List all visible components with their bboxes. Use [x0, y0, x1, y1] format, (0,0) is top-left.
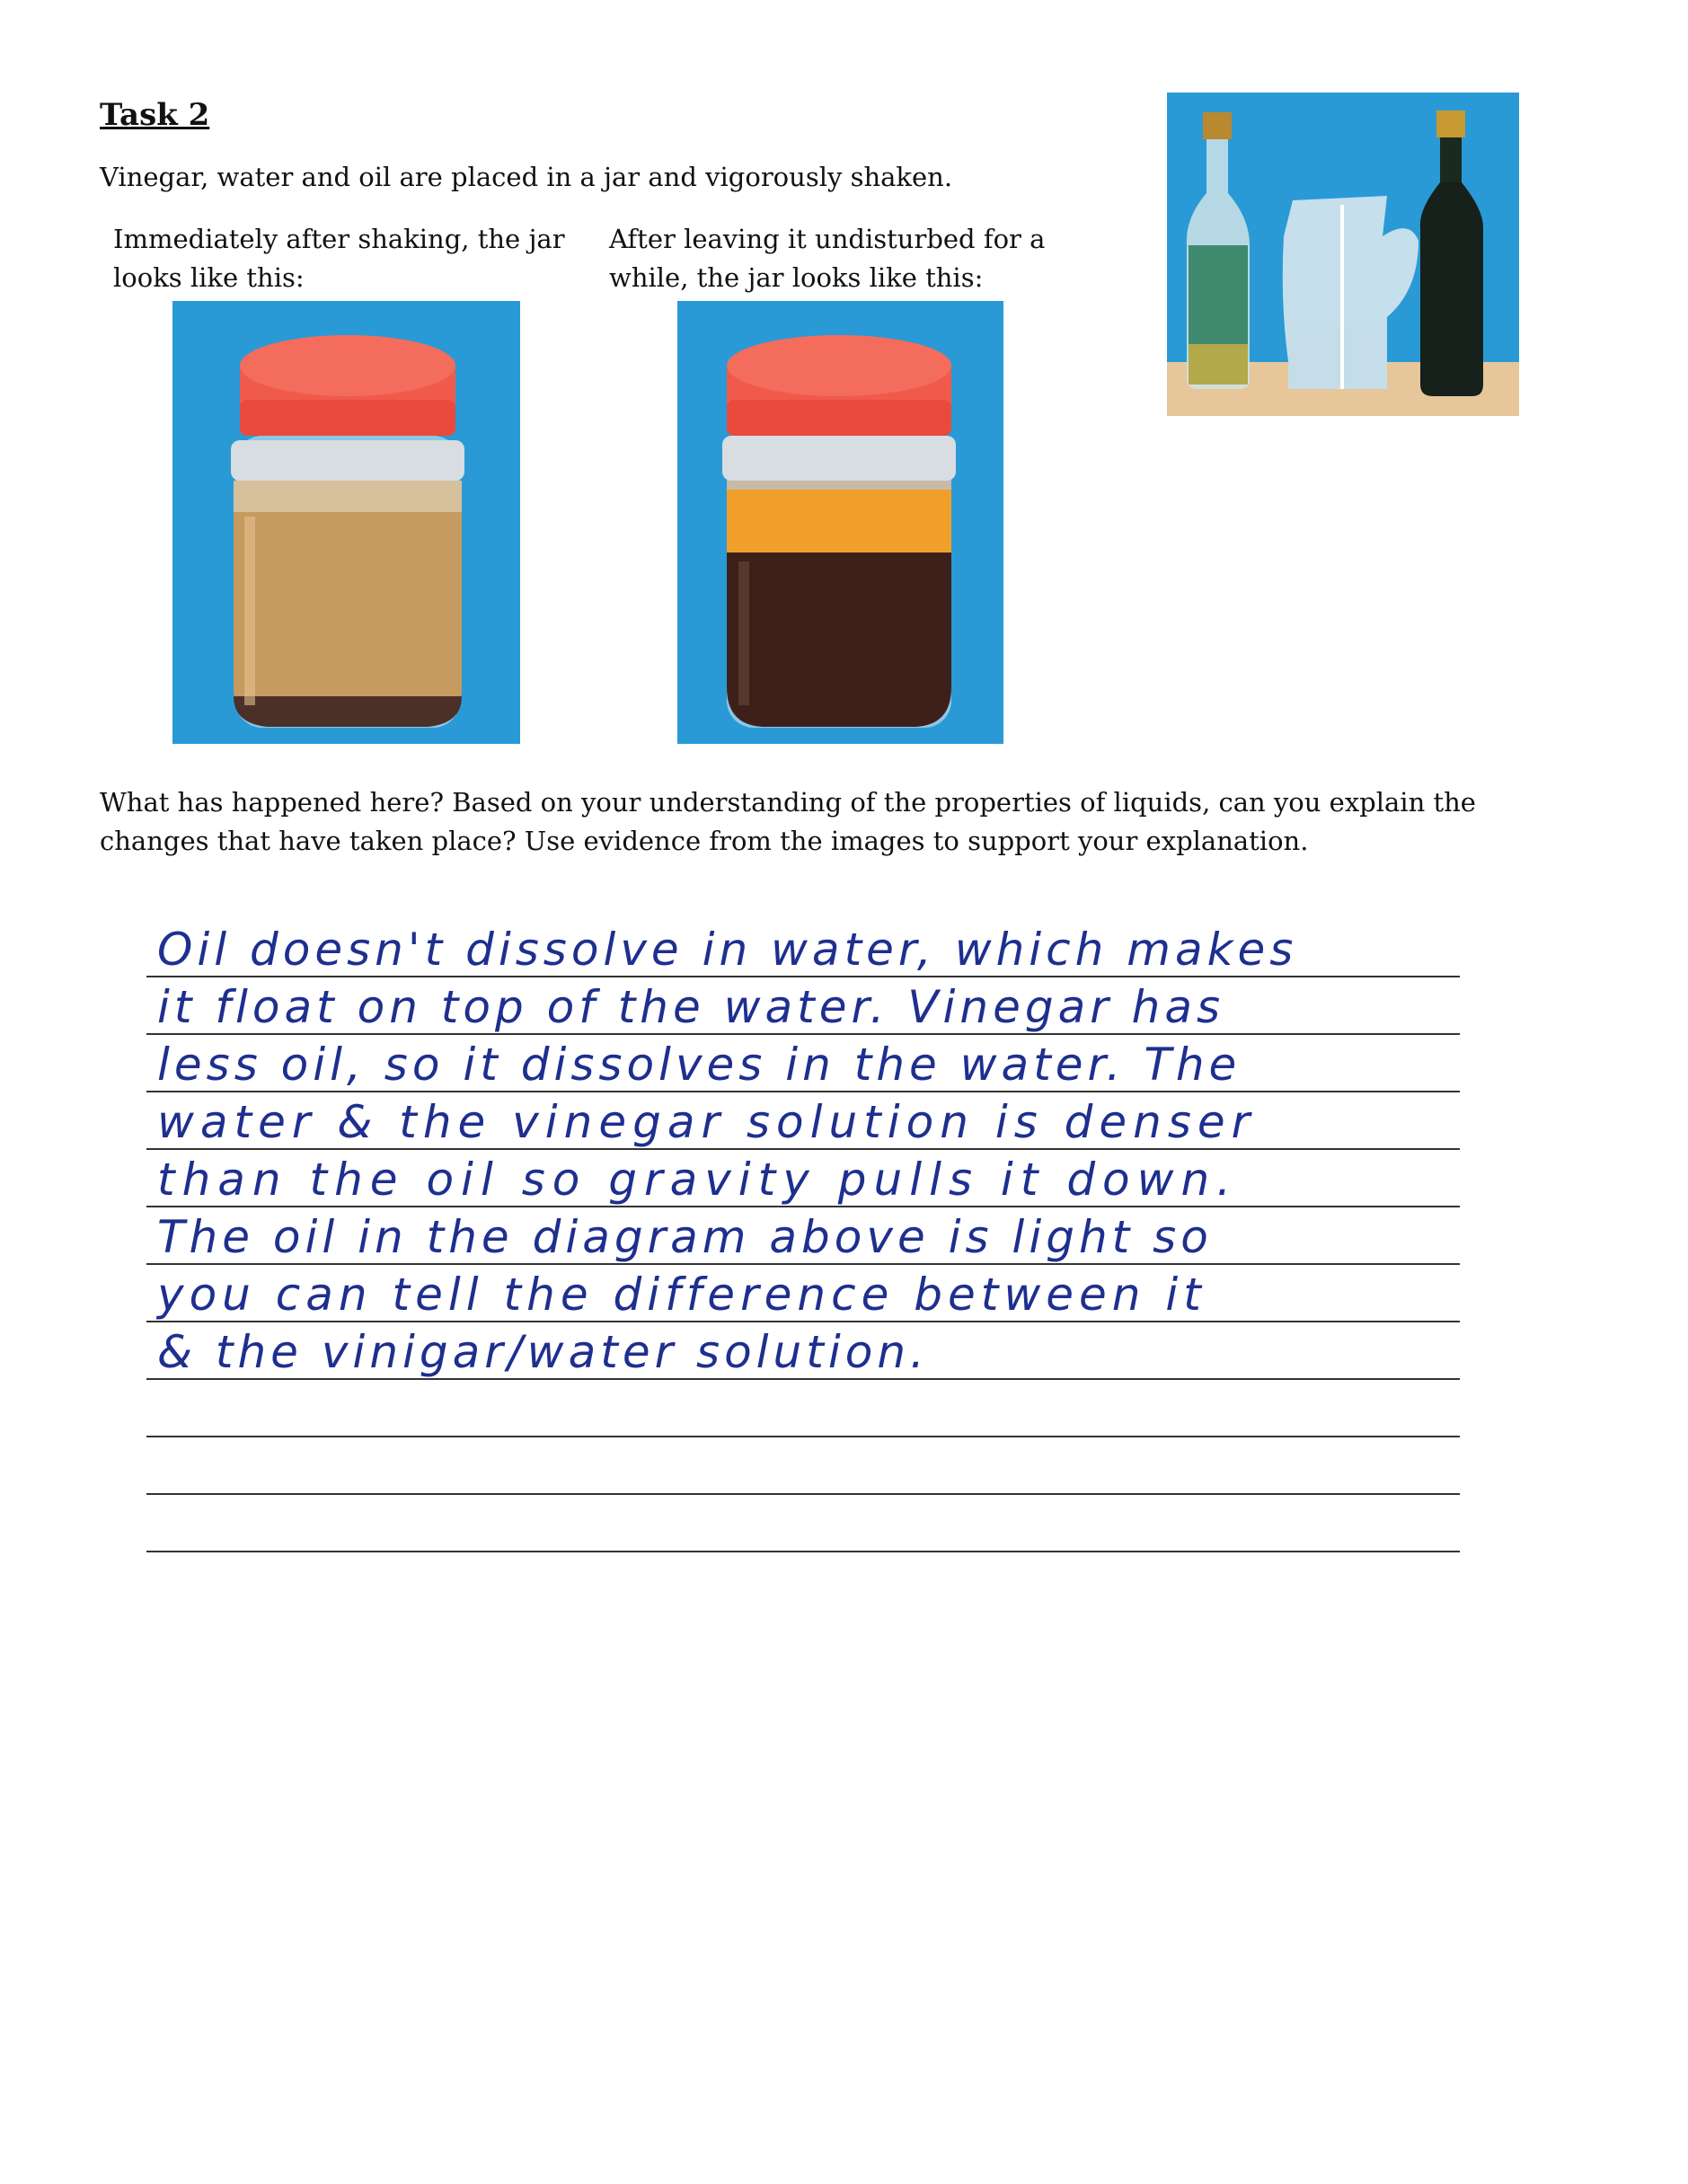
answer-line-8 [146, 1378, 1460, 1380]
question-text: What has happened here? Based on your understanding of the properties of liquids, can you explain the changes that have taken place? Use evidence from the images to support your explanation. [100, 787, 1476, 856]
caption-after: After leaving it undisturbed for a while, the jar looks like this: [609, 224, 1046, 293]
intro-text: Vinegar, water and oil are placed in a jar and vigorously shaken. [100, 162, 953, 192]
bottles-and-jug-photo [1167, 93, 1519, 416]
answer-line-5 [146, 1206, 1460, 1207]
answer-line-9 [146, 1436, 1460, 1437]
answer-line-6 [146, 1263, 1460, 1265]
handwritten-answer-line: water & the vinegar solution is denser [157, 1096, 1257, 1148]
answer-line-3 [146, 1091, 1460, 1092]
answer-line-10 [146, 1493, 1460, 1495]
task-title: Task 2 [100, 97, 210, 133]
answer-line-2 [146, 1033, 1460, 1035]
handwritten-answer-line: it float on top of the water. Vinegar has [157, 981, 1225, 1033]
jar-after-shaking-photo [172, 301, 520, 744]
handwritten-answer-line: you can tell the difference between it [157, 1269, 1206, 1321]
handwritten-answer-line: & the vinigar/water solution. [157, 1326, 929, 1378]
answer-line-1 [146, 976, 1460, 977]
answer-line-11 [146, 1551, 1460, 1552]
handwritten-answer-line: Oil doesn't dissolve in water, which makes [157, 924, 1298, 976]
handwritten-answer-line: The oil in the diagram above is light so [157, 1211, 1213, 1263]
handwritten-answer-line: less oil, so it dissolves in the water. The [157, 1039, 1242, 1091]
answer-line-7 [146, 1321, 1460, 1322]
jar-after-settling-photo [677, 301, 1003, 744]
handwritten-answer-line: than the oil so gravity pulls it down. [157, 1154, 1239, 1206]
caption-before: Immediately after shaking, the jar looks like this: [113, 224, 565, 293]
answer-line-4 [146, 1148, 1460, 1150]
